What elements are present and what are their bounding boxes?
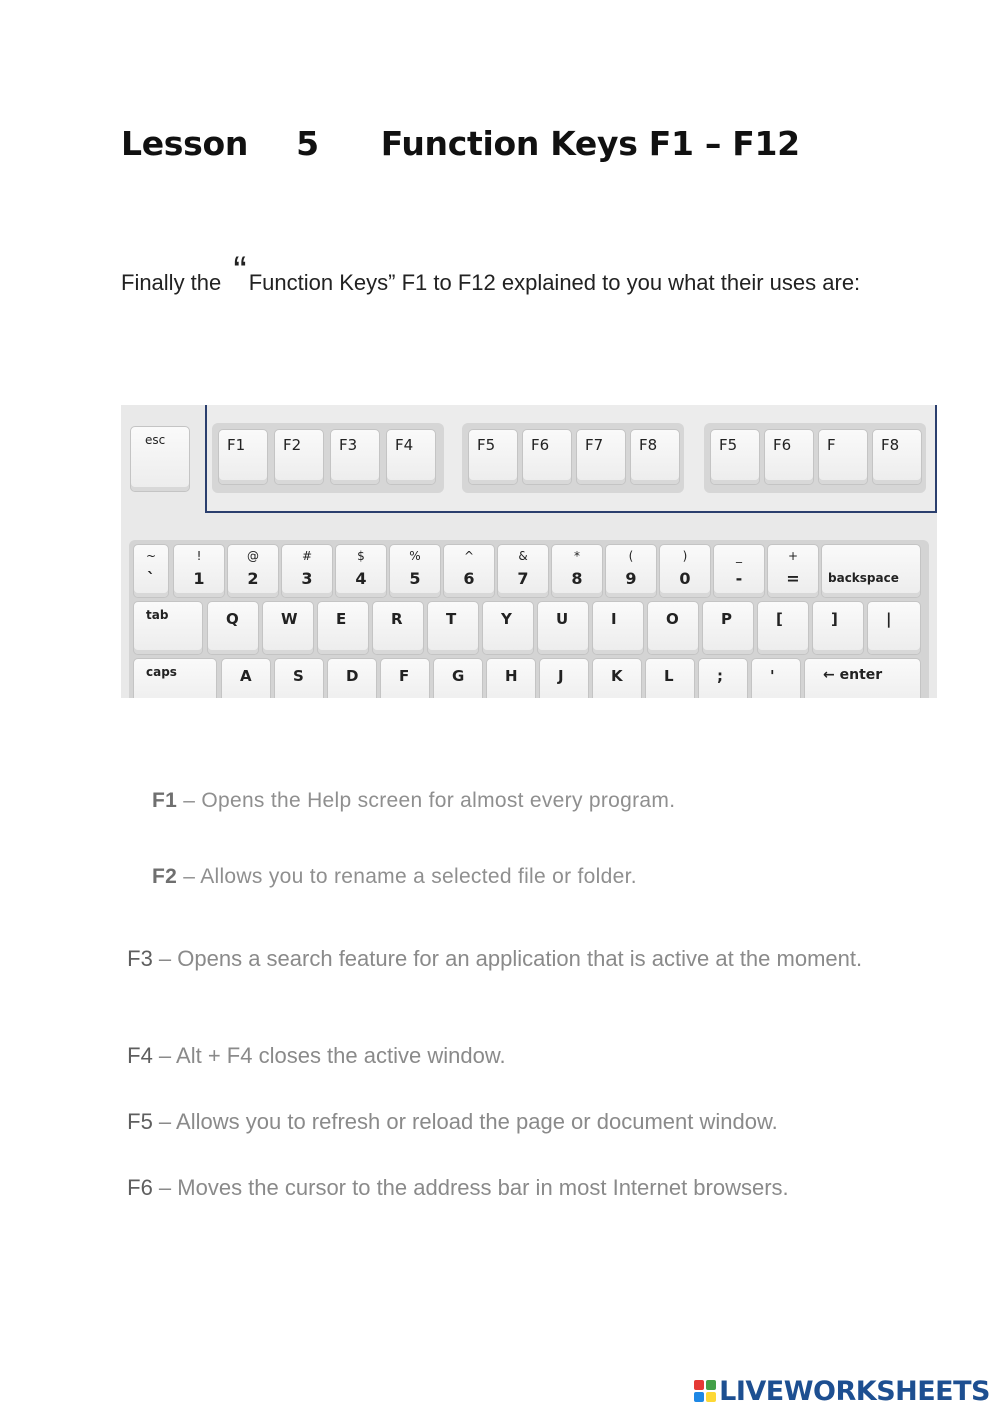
fn-group-2 [462,423,684,493]
intro-open-quote: “ [233,249,247,293]
desc-key: F5 [127,1109,153,1134]
intro-text-end: Function Keys” F1 to F12 explained to you what their uses are: [248,270,861,295]
key-label: L [664,667,674,685]
desc-f4 [121,1039,891,1072]
key-label: J [558,667,564,685]
key-s [274,658,324,698]
function-keys-highlight [205,405,937,513]
fn-group-3 [704,423,926,493]
key-0 [659,544,711,598]
key-label: H [505,667,518,685]
desc-f5 [121,1105,891,1138]
key-y [482,601,534,655]
key-5 [389,544,441,598]
title-number: 5 [296,124,319,163]
key-label: tab [146,608,169,622]
key-symbol: _ [736,549,742,563]
key-f7: F7 [576,429,626,485]
key-3 [281,544,333,598]
key-f2: F2 [274,429,324,485]
key-close-bracket [812,601,864,655]
key-digit: 3 [301,569,313,588]
key-f5: F5 [468,429,518,485]
key-label: backspace [828,571,899,585]
logo-block [694,1392,704,1402]
key-r [372,601,424,655]
desc-f1 [152,789,675,813]
key-label: E [336,610,347,628]
key-digit: - [735,569,743,588]
fn-group-1 [212,423,444,493]
key-digit: 0 [679,569,691,588]
key-label: ; [717,667,723,685]
key-digit: 4 [355,569,367,588]
key-symbol: # [301,549,313,563]
key-label: ← enter [823,667,883,683]
logo-block [694,1380,704,1390]
key-i [592,601,644,655]
key-4 [335,544,387,598]
key-digit: 1 [193,569,205,588]
key-label: G [452,667,465,685]
key-symbol: @ [247,549,259,563]
desc-f2 [152,865,637,889]
key-label: R [391,610,403,628]
key-symbol: & [518,549,528,563]
key-label: F [399,667,410,685]
key-open-bracket [757,601,809,655]
key-semicolon [698,658,748,698]
key-quote [751,658,801,698]
key-f3: F3 [330,429,380,485]
key-label: I [611,610,617,628]
key-label: S [293,667,304,685]
key-q [207,601,259,655]
desc-f6 [121,1171,891,1204]
key-symbol: ! [196,549,202,563]
key-6 [443,544,495,598]
key-f1: F1 [218,429,268,485]
key-digit: = [786,569,800,588]
desc-key: F2 [152,865,178,888]
key-f6: F6 [522,429,572,485]
key-f10: F6 [764,429,814,485]
desc-text: – Moves the cursor to the address bar in most Internet browsers. [152,1175,789,1200]
key-caps [133,658,217,698]
key-esc: esc [130,426,190,492]
key-label: Q [226,610,239,628]
key-8 [551,544,603,598]
key-l [645,658,695,698]
key-digit: 8 [571,569,583,588]
desc-text: – Alt + F4 closes the active window. [152,1043,506,1068]
key-equals [767,544,819,598]
key-digit: 7 [517,569,529,588]
desc-key: F6 [127,1175,153,1200]
desc-f3 [121,942,891,975]
key-o [647,601,699,655]
key-2 [227,544,279,598]
key-label: [ [776,610,783,628]
logo-block [706,1380,716,1390]
key-p [702,601,754,655]
desc-key: F4 [127,1043,153,1068]
title-lesson: Lesson [121,124,249,163]
logo-blocks-icon [694,1380,716,1402]
intro-paragraph [121,249,881,303]
liveworksheets-logo[interactable] [694,1376,990,1406]
key-t [427,601,479,655]
key-minus [713,544,765,598]
key-enter [804,658,921,698]
key-symbol: % [409,549,421,563]
key-k [592,658,642,698]
key-a [221,658,271,698]
key-e [317,601,369,655]
key-label: O [666,610,679,628]
key-g [433,658,483,698]
key-label: U [556,610,569,628]
key-digit: 2 [247,569,259,588]
key-symbol: + [787,549,799,563]
page-title [121,124,800,163]
main-key-area [129,540,929,698]
key-symbol: * [574,549,580,563]
key-f12: F8 [872,429,922,485]
intro-text-start: Finally the [121,270,222,295]
key-label: Y [501,610,512,628]
key-symbol: ^ [463,549,475,563]
key-d [327,658,377,698]
key-symbol: ) [682,549,688,563]
desc-key: F3 [127,946,153,971]
key-f11: F [818,429,868,485]
key-backtick [133,544,169,598]
key-digit: ` [147,569,155,588]
key-digit: 6 [463,569,475,588]
key-f4: F4 [386,429,436,485]
desc-text: – Allows you to rename a selected file or folder. [177,865,637,888]
key-f9: F5 [710,429,760,485]
keyboard-image [121,405,937,698]
key-u [537,601,589,655]
desc-text: – Allows you to refresh or reload the page or document window. [152,1109,778,1134]
key-symbol: $ [357,549,365,563]
desc-text: – Opens a search feature for an application that is active at the moment. [152,946,863,971]
key-label: ] [831,610,838,628]
desc-text: – Opens the Help screen for almost every program. [177,789,676,812]
key-digit: 9 [625,569,637,588]
key-1 [173,544,225,598]
key-f8: F8 [630,429,680,485]
key-digit: 5 [409,569,421,588]
key-label: D [346,667,359,685]
key-backspace [821,544,921,598]
key-label: A [240,667,252,685]
desc-key: F1 [152,789,178,812]
key-symbol: ~ [145,549,157,563]
logo-block [706,1392,716,1402]
key-label: P [721,610,732,628]
key-7 [497,544,549,598]
key-f [380,658,430,698]
key-label: caps [146,665,177,679]
key-tab [133,601,203,655]
key-backslash [867,601,921,655]
key-label: ' [770,667,775,685]
key-j [539,658,589,698]
key-label: W [281,610,298,628]
key-label: K [611,667,623,685]
key-label: | [886,610,892,628]
title-text: Function Keys F1 – F12 [380,124,800,163]
logo-text: LIVEWORKSHEETS [719,1375,990,1407]
key-h [486,658,536,698]
key-symbol: ( [628,549,634,563]
key-9 [605,544,657,598]
key-label: T [446,610,457,628]
key-w [262,601,314,655]
